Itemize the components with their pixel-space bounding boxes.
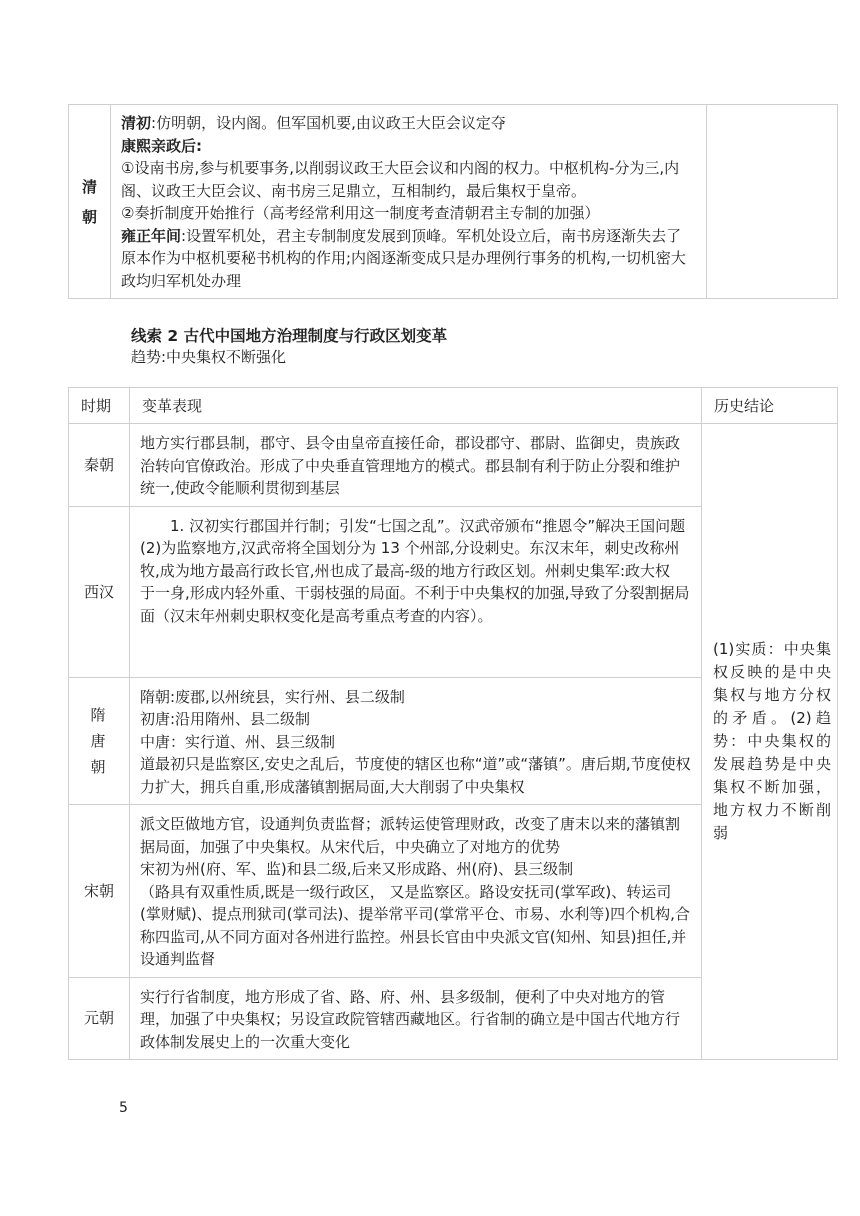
changes-line: 于一身,形成内轻外重、干弱枝强的局面。不利于中央集权的加强,导致了分裂割据局面（汉末年州刺史职权变化是高考重点考查的内容）。 [140,584,690,625]
period-cell [69,506,130,677]
section-trend: 趋势:中央集权不断强化 [131,348,287,366]
qing-line-text: : [196,136,203,155]
qing-line [121,135,696,158]
table-header-row [69,388,838,424]
qing-line [121,202,696,225]
table-row [69,424,838,507]
qing-line-label: 清初 [121,114,152,132]
qing-line [121,157,696,202]
changes-line: 地方实行郡县制，郡守、县令由皇帝直接任命，郡设郡守、郡尉、监御史，贵族政治转向官僚政治。形成了中央垂直管理地方的模式。郡县制有利于防止分裂和维护统一,使政令能顺利贯彻到基层 [140,434,681,497]
qing-line-label: 康熙亲政后 [121,136,197,155]
section-heading: 线索 2 古代中国地方治理制度与行政区划变革 [131,327,448,345]
qing-empty-cell [707,105,838,299]
changes-line: 派文臣做地方官，设通判负责监督；派转运使管理财政，改变了唐末以来的藩镇割据局面，加强了中央集权。从宋代后，中央确立了对地方的优势 [140,815,681,856]
qing-line-text: :设置军机处，君主专制制度发展到顶峰。军机处设立后，南书房逐渐失去了原本作为中枢机要秘书机构的作用;内阁逐渐变成只是办理例行事务的机构,一切机密大政均归军机处办理 [121,226,686,290]
changes-line: 道最初只是监察区,安史之乱后，节度使的辖区也称“道”或“藩镇”。唐后期,节度使权力扩大，拥兵自重,形成藩镇割据局面,大大削弱了中央集权 [140,755,691,796]
changes-line: 初唐:沿用隋州、县二级制 [140,710,311,728]
qing-line [121,225,696,293]
changes-line: (2)为监察地方,汉武帝将全国划分为 13 个州部,分设刺史。东汉末年，刺史改称州牧,成为地方最高行政长官,州也成了最高-级的地方行政区划。州刺史集军:政大权 [140,539,680,580]
header-period: 时期 [69,388,130,424]
changes-cell [130,424,702,507]
changes-cell [130,977,702,1060]
qing-dynasty-table [68,104,838,299]
qing-line-text: ②奏折制度开始推行（高考经常利用这一制度考查清朝君主专制的加强） [121,204,600,222]
changes-cell [130,506,702,677]
changes-line: 中唐：实行道、州、县三级制 [140,732,336,751]
changes-list-item: 1. 汉初实行郡国并行制；引发“七国之乱”。汉武帝颁布“推恩令”解决王国问题 [170,516,686,535]
period-cell [69,424,130,507]
changes-line: 隋朝:废郡,以州统县，实行州、县二级制 [140,687,405,706]
period-cell [69,677,130,805]
header-conclusion: 历史结论 [702,388,838,424]
qing-line [121,112,696,135]
local-governance-table [68,387,838,1060]
period-label: 西汉 [83,582,114,601]
conclusion-text: (1)实质：中央集权反映的是中央集权与地方分权的矛盾。(2)趋势：中央集权的发展趋势是中央集权不断加强，地方权力不断削弱 [713,640,831,842]
conclusion-cell [702,424,838,1060]
period-cell [69,977,130,1060]
qing-line-text: ①设南书房,参与机要事务,以削弱议政王大臣会议和内阁的权力。中枢机构-分为三,内阁、议政王大臣会议、南书房三足鼎立，互相制约，最后集权于皇帝。 [121,159,680,200]
changes-line: 实行行省制度，地方形成了省、路、府、州、县多级制，便利了中央对地方的管理，加强了中央集权；另设宣政院管辖西藏地区。行省制的确立是中国古代地方行政体制发展史上的一次重大变化 [140,987,681,1051]
period-cell [69,805,130,978]
period-label: 元朝 [83,1009,114,1028]
page-number: 5 [119,1100,128,1116]
qing-line-text: :仿明朝，设内阁。但军国机要,由议政王大臣会议定夺 [151,114,506,132]
header-changes: 变革表现 [130,388,702,424]
qing-period-label: 清朝 [81,177,97,226]
period-label: 隋唐朝 [90,705,108,776]
changes-line: （路具有双重性质,既是一级行政区， 又是监察区。路设安抚司(掌军政)、转运司(掌财赋)、提点刑狱司(掌司法)、提举常平司(掌常平仓、市易、水利等)四个机构,合称四监司,从不同方面对各州进行监控。州县长官由中央派文官(知州、知县)担任,并设通判监督 [140,882,690,968]
period-label: 宋朝 [83,881,114,900]
changes-cell [130,677,702,805]
qing-line-label: 雍正年间 [121,226,182,245]
qing-period-cell [69,105,111,299]
period-label: 秦朝 [83,455,114,474]
changes-cell [130,805,702,978]
changes-line: 宋初为州(府、军、监)和县二级,后来又形成路、州(府)、县三级制 [140,860,574,878]
qing-content-cell [111,105,707,299]
